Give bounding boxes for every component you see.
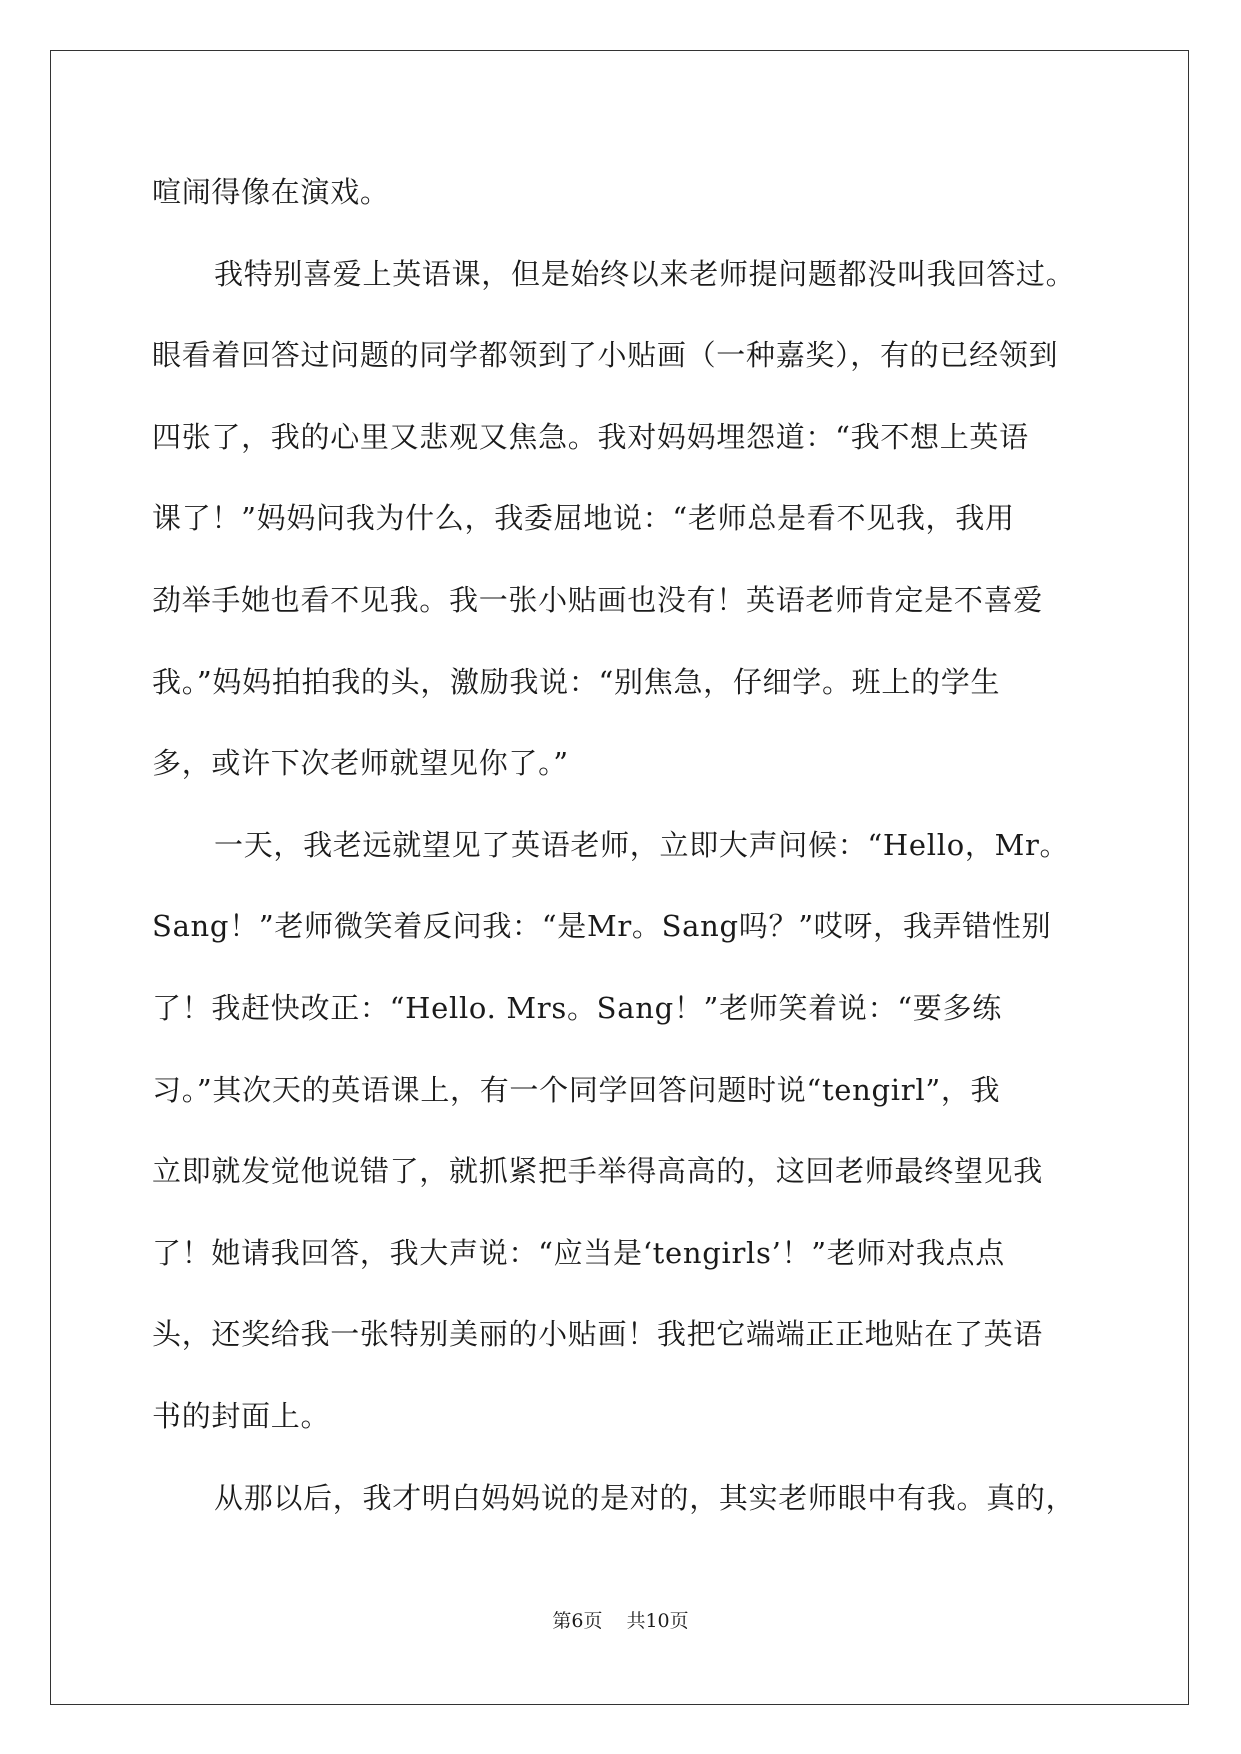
text-line: 我特别喜爱上英语课，但是始终以来老师提问题都没叫我回答过。 <box>214 256 1076 291</box>
text-line: 课了！”妈妈问我为什么，我委屈地说：“老师总是看不见我，我用 <box>152 501 1015 536</box>
text-line: 从那以后，我才明白妈妈说的是对的，其实老师眼中有我。真的， <box>214 1480 1076 1515</box>
text-line: 喧闹得像在演戏。 <box>152 175 390 209</box>
text-line: 头，还奖给我一张特别美丽的小贴画！我把它端端正正地贴在了英语 <box>152 1317 1044 1352</box>
page-footer <box>0 1606 1241 1633</box>
text-line: 劲举手她也看不见我。我一张小贴画也没有！英语老师肯定是不喜爱 <box>152 582 1044 617</box>
text-line: 多，或许下次老师就望见你了。” <box>152 746 569 781</box>
page-number-current: 第6页 <box>552 1610 603 1632</box>
text-line: 四张了，我的心里又悲观又焦急。我对妈妈埋怨道：“我不想上英语 <box>152 419 1029 454</box>
text-line: 了！我赶快改正：“Hello. Mrs。Sang！”老师笑着说：“要多练 <box>152 990 1002 1025</box>
text-line: 书的封面上。 <box>152 1398 331 1433</box>
text-line: 了！她请我回答，我大声说：“应当是‘tengirls’！”老师对我点点 <box>152 1235 1005 1270</box>
text-line: 我。”妈妈拍拍我的头，激励我说：“别焦急，仔细学。班上的学生 <box>152 664 1001 699</box>
text-line: 眼看着回答过问题的同学都领到了小贴画（一种嘉奖），有的已经领到 <box>152 338 1059 373</box>
page-number-total: 共10页 <box>626 1610 689 1632</box>
text-line: Sang！”老师微笑着反问我：“是Mr。Sang吗？”哎呀，我弄错性别 <box>152 909 1052 944</box>
text-line: 立即就发觉他说错了，就抓紧把手举得高高的，这回老师最终望见我 <box>152 1154 1044 1189</box>
document-body <box>152 162 1112 1549</box>
text-line: 习。”其次天的英语课上，有一个同学回答问题时说“tengirl”，我 <box>152 1072 1001 1107</box>
text-line: 一天，我老远就望见了英语老师，立即大声问候：“Hello，Mr。 <box>214 827 1070 862</box>
